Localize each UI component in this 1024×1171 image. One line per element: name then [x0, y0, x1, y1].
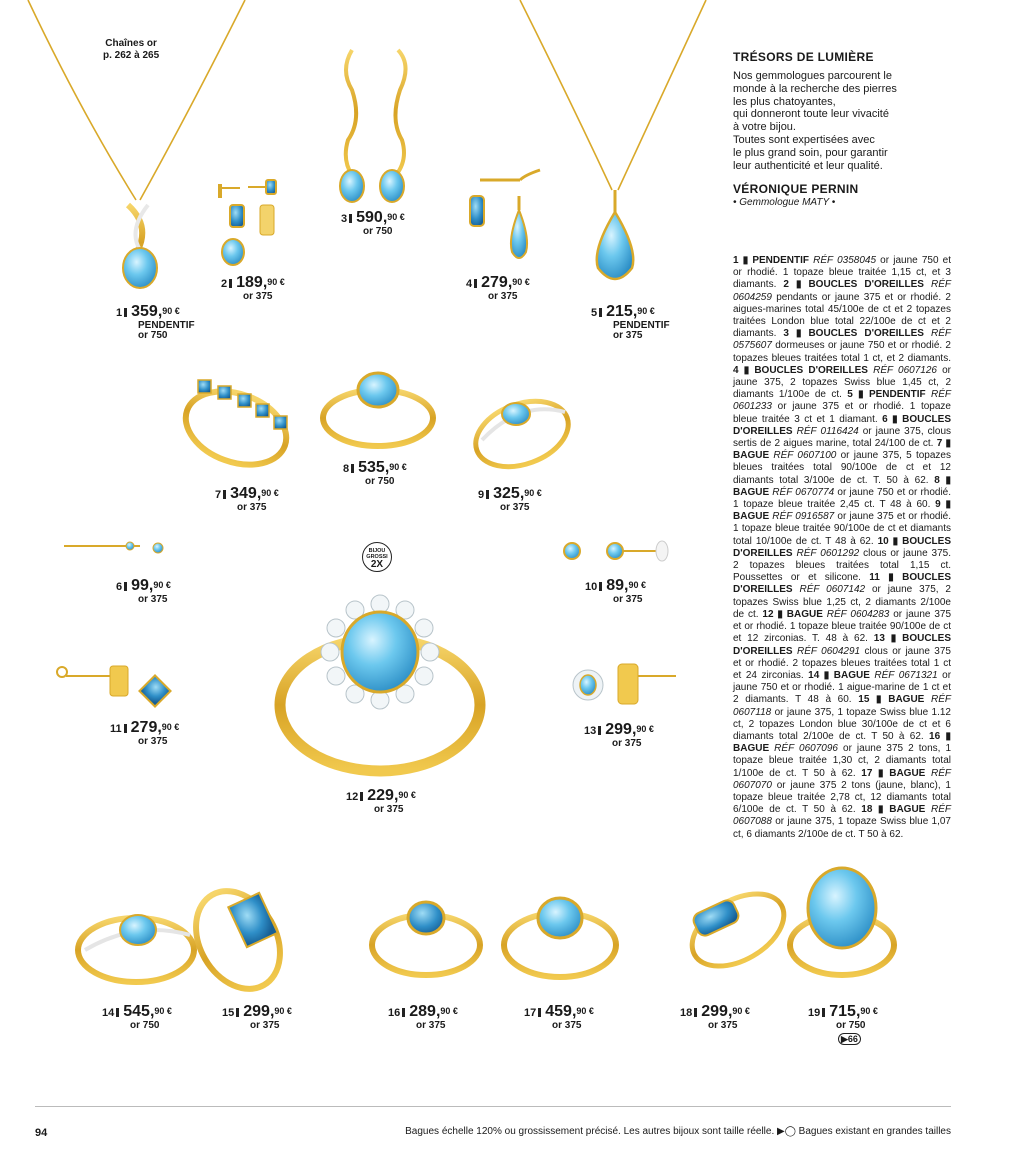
price-tag-13: 13 299,90 € or 375	[584, 721, 654, 749]
zoom-badge	[362, 542, 392, 572]
chains-note-line2: p. 262 à 265	[103, 50, 160, 61]
price-tag-7: 7 349,90 € or 375	[215, 485, 279, 513]
ring-15-image	[179, 876, 297, 1004]
signature-name: VÉRONIQUE PERNIN	[733, 182, 859, 197]
price-tag-17: 17 459,90 € or 375	[524, 1003, 594, 1031]
price-tag-9: 9 325,90 € or 375	[478, 485, 542, 513]
price-tag-15: 15 299,90 € or 375	[222, 1003, 292, 1031]
spec-13: 13 ▮ BOUCLES D'OREILLES RÉF 0604291 clous or jaune 375 et or rhodié. 2 topazes bleues traitées total 1 ct et 24 zirconias.	[733, 633, 951, 681]
sidebar-intro	[733, 50, 951, 208]
sidebar-title: TRÉSORS DE LUMIÈRE	[733, 50, 874, 64]
spec-18: 18 ▮ BAGUE RÉF 0607088 or jaune 375, 1 topaze Swiss blue 1,07 ct, 6 diamants 2/100e de ct. T 50 à 62.	[733, 804, 952, 840]
earrings-2-image	[218, 180, 276, 265]
spec-1: 1 ▮ PENDENTIF RÉF 0358045 or jaune 750 et or rhodié. 1 topaze bleue traitée 1,15 ct, et 3 diamants.	[733, 255, 951, 291]
large-sizes-badge: ▶66	[838, 1034, 861, 1045]
spec-9: 9 ▮ BAGUE RÉF 0916587 or jaune 375 et or rhodié. 1 topaze bleue traitée 90/100e de ct et diamants total 10/100e de ct. T 48 à 62.	[733, 499, 952, 547]
price-tag-4: 4 279,90 € or 375	[466, 274, 530, 302]
spec-3: 3 ▮ BOUCLES D'OREILLES RÉF 0575607 dormeuses or jaune 750 et or rhodié. 2 topazes bleues traitées total 1 ct, et 2 diamants.	[733, 328, 951, 364]
zoom-badge-line2: GROSSI	[366, 554, 388, 560]
earrings-13-image	[573, 664, 676, 704]
spec-12: 12 ▮ BAGUE RÉF 0604283 or jaune 375 et or rhodié. 1 topaze bleue traitée 90/100e de ct et 12 zirconias. T. 48 à 62.	[733, 608, 952, 645]
price-tag-3: 3 590,90 € or 750	[341, 209, 405, 237]
zoom-badge-factor: 2X	[370, 559, 384, 570]
spec-6: 6 ▮ BOUCLES D'OREILLES RÉF 0116424 or jaune 375, clous sertis de 2 aigues marine, total 24/100 de ct.	[733, 413, 952, 450]
product-specs	[733, 255, 951, 841]
spec-7: 7 ▮ BAGUE RÉF 0607100 or jaune 375, 5 topazes bleues traitées total 90/100e de ct et 12 diamants total 3/100e de ct. T. 50 à 62.	[733, 438, 952, 486]
price-tag-10: 10 89,90 € or 375	[585, 577, 647, 605]
earrings-11-image	[57, 666, 171, 707]
sidebar-intro-text: Nos gemmologues parcourent le monde à la recherche des pierres les plus chatoyantes, qui donneront toute leur vivacité à votre bijou. Toutes sont expertisées avec le plus grand soin, pour garantir leur authenticité et leur qualité.	[733, 70, 897, 172]
ring-7-image	[176, 378, 297, 477]
pendant-5-image	[520, 0, 706, 279]
price-tag-2: 2 189,90 € or 375	[221, 274, 285, 302]
price-tag-8: 8 535,90 € or 750	[343, 459, 407, 487]
spec-10: 10 ▮ BOUCLES D'OREILLES RÉF 0601292 clous or jaune 375. 2 topazes bleues traitées total 1,15 ct. Poussettes or et silicone.	[733, 535, 952, 584]
spec-14: 14 ▮ BAGUE RÉF 0671321 or jaune 750 et or rhodié. 1 aigue-marine de 1 ct et 2 diamants. T 48 à 60.	[733, 669, 952, 706]
price-tag-1: 1 359,90 € PENDENTIF or 750	[116, 303, 195, 341]
price-tag-14: 14 545,90 € or 750	[102, 1003, 172, 1031]
spec-2: 2 ▮ BOUCLES D'OREILLES RÉF 0604259 pendants or jaune 375 et or rhodié. 2 aigues-marines total 45/100e de ct et 2 topazes traitées London blue total 22/100e de ct et 2 diamants.	[733, 279, 951, 340]
chains-note	[103, 38, 159, 62]
price-tag-18: 18 299,90 € or 375	[680, 1003, 750, 1031]
ring-16-image	[372, 902, 480, 975]
spec-16: 16 ▮ BAGUE RÉF 0607096 or jaune 375 2 tons, 1 topaze bleue traitée 1,30 ct, 2 diamants total 1/100e de ct. T 50 à 62.	[733, 730, 952, 779]
earrings-10-image	[564, 541, 668, 561]
ring-19-image	[790, 868, 894, 975]
price-tag-5: 5 215,90 € PENDENTIF or 375	[591, 303, 670, 341]
spec-4: 4 ▮ BOUCLES D'OREILLES RÉF 0607126 or jaune 375, 2 topazes Swiss blue 1,45 ct, 2 diamants 1/100e de ct.	[733, 364, 952, 401]
spec-15: 15 ▮ BAGUE RÉF 0607118 or jaune 375, 1 topaze Swiss blue 1.12 ct, 2 topazes London blue 30/100e de ct et 6 diamants total 2/100e de ct. T 50 à 62.	[733, 694, 952, 742]
ring-12-image	[280, 595, 480, 771]
footer-note: Bagues échelle 120% ou grossissement précisé. Les autres bijoux sont taille réelle. ▶◯ Bagues existant en grandes tailles	[405, 1126, 951, 1137]
price-tag-19: 19 715,90 € or 750	[808, 1003, 878, 1031]
spec-8: 8 ▮ BAGUE RÉF 0670774 or jaune 750 et or rhodié. 1 topaze bleue traitée 2,45 ct. T 48 à 60.	[733, 474, 952, 511]
spec-11: 11 ▮ BOUCLES D'OREILLES RÉF 0607142 or jaune 375, 2 topazes Swiss blue 1,25 ct, 2 diamants 2/100e de ct.	[733, 572, 951, 620]
price-tag-16: 16 289,90 € or 375	[388, 1003, 458, 1031]
zoom-badge-line1: BIJOU	[368, 548, 386, 554]
ring-14-image	[78, 915, 194, 982]
price-tag-6: 6 99,90 € or 375	[116, 577, 171, 605]
spec-17: 17 ▮ BAGUE RÉF 0607070 or jaune 375 2 tons (jaune, blanc), 1 topaze bleue traitée 2,78 ct, 12 diamants total 6/100e de ct. T 50 à 62.	[733, 767, 952, 816]
ring-17-image	[504, 898, 616, 977]
page-number: 94	[35, 1127, 48, 1139]
spec-5: 5 ▮ PENDENTIF RÉF 0601233 or jaune 375 et or rhodié. 1 topaze bleue traitée 3 ct et 1 diamant.	[733, 389, 951, 425]
ring-18-image	[680, 879, 797, 981]
ring-8-image	[323, 373, 433, 446]
ring-9-image	[467, 389, 578, 478]
price-tag-12: 12 229,90 € or 375	[346, 787, 416, 815]
chains-note-line1: Chaînes or	[105, 38, 157, 49]
earrings-3-image	[340, 50, 406, 202]
earrings-4-image	[470, 170, 540, 258]
signature-role: • Gemmologue MATY •	[733, 197, 836, 209]
footer-divider	[35, 1106, 951, 1107]
earrings-6-image	[64, 542, 163, 553]
price-tag-11: 11 279,90 € or 375	[110, 719, 180, 747]
